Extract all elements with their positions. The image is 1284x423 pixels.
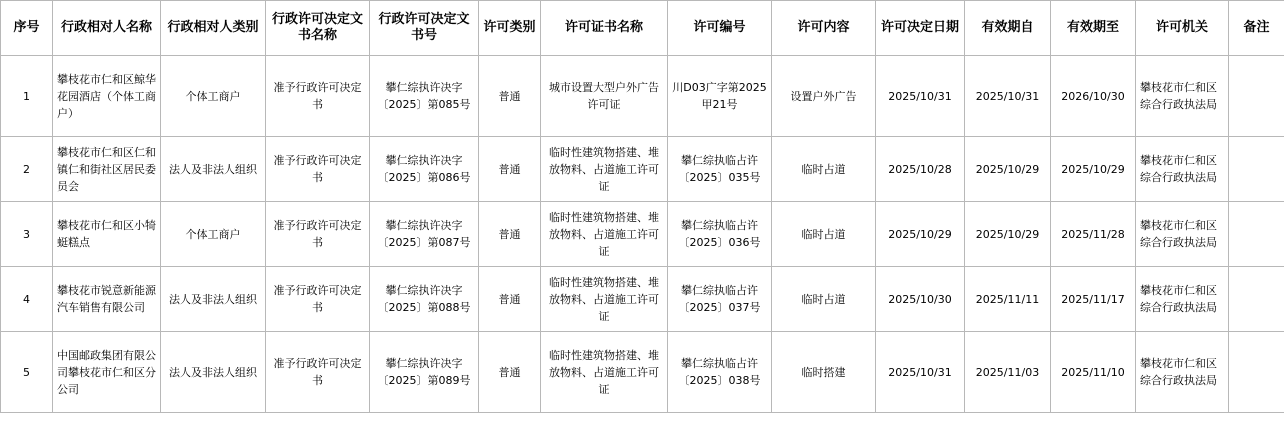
header-content: 许可内容 xyxy=(772,1,876,56)
cell-decision-date: 2025/10/28 xyxy=(876,137,965,202)
cell-doc-no: 攀仁综执许决字〔2025〕第088号 xyxy=(370,267,479,332)
cell-type: 普通 xyxy=(479,137,541,202)
header-permit-no: 许可编号 xyxy=(668,1,772,56)
cell-content: 设置户外广告 xyxy=(772,56,876,137)
cell-doc-name: 准予行政许可决定书 xyxy=(266,137,370,202)
header-name: 行政相对人名称 xyxy=(53,1,161,56)
cell-valid-from: 2025/11/03 xyxy=(965,332,1051,413)
cell-remark xyxy=(1229,56,1284,137)
cell-cert-name: 临时性建筑物搭建、堆放物料、占道施工许可证 xyxy=(541,202,668,267)
cell-valid-from: 2025/10/31 xyxy=(965,56,1051,137)
cell-permit-no: 攀仁综执临占许〔2025〕035号 xyxy=(668,137,772,202)
header-type: 许可类别 xyxy=(479,1,541,56)
cell-decision-date: 2025/10/31 xyxy=(876,332,965,413)
cell-content: 临时占道 xyxy=(772,137,876,202)
cell-authority: 攀枝花市仁和区综合行政执法局 xyxy=(1136,267,1229,332)
cell-doc-no: 攀仁综执许决字〔2025〕第089号 xyxy=(370,332,479,413)
cell-remark xyxy=(1229,202,1284,267)
cell-valid-to: 2026/10/30 xyxy=(1051,56,1136,137)
table-row xyxy=(1,56,1284,137)
header-no: 序号 xyxy=(1,1,53,56)
cell-doc-name: 准予行政许可决定书 xyxy=(266,332,370,413)
cell-remark xyxy=(1229,137,1284,202)
cell-valid-to: 2025/11/28 xyxy=(1051,202,1136,267)
cell-authority: 攀枝花市仁和区综合行政执法局 xyxy=(1136,137,1229,202)
cell-decision-date: 2025/10/29 xyxy=(876,202,965,267)
cell-type: 普通 xyxy=(479,202,541,267)
cell-name: 攀枝花市锐意新能源汽车销售有限公司 xyxy=(53,267,161,332)
cell-category: 个体工商户 xyxy=(161,56,266,137)
cell-category: 法人及非法人组织 xyxy=(161,137,266,202)
cell-permit-no: 攀仁综执临占许〔2025〕036号 xyxy=(668,202,772,267)
header-doc-no: 行政许可决定文书号 xyxy=(370,1,479,56)
cell-type: 普通 xyxy=(479,56,541,137)
header-valid-from: 有效期自 xyxy=(965,1,1051,56)
table-row xyxy=(1,137,1284,202)
cell-content: 临时占道 xyxy=(772,202,876,267)
cell-decision-date: 2025/10/31 xyxy=(876,56,965,137)
cell-cert-name: 城市设置大型户外广告许可证 xyxy=(541,56,668,137)
header-category: 行政相对人类别 xyxy=(161,1,266,56)
header-valid-to: 有效期至 xyxy=(1051,1,1136,56)
header-decision-date: 许可决定日期 xyxy=(876,1,965,56)
header-authority: 许可机关 xyxy=(1136,1,1229,56)
cell-doc-name: 准予行政许可决定书 xyxy=(266,202,370,267)
cell-doc-name: 准予行政许可决定书 xyxy=(266,56,370,137)
cell-remark xyxy=(1229,332,1284,413)
cell-content: 临时搭建 xyxy=(772,332,876,413)
cell-valid-from: 2025/10/29 xyxy=(965,137,1051,202)
cell-name: 攀枝花市仁和区鲸华花园酒店（个体工商户） xyxy=(53,56,161,137)
table-row xyxy=(1,332,1284,413)
cell-valid-to: 2025/11/10 xyxy=(1051,332,1136,413)
cell-content: 临时占道 xyxy=(772,267,876,332)
cell-no: 2 xyxy=(1,137,53,202)
table-row xyxy=(1,267,1284,332)
cell-category: 个体工商户 xyxy=(161,202,266,267)
header-row xyxy=(1,1,1284,56)
cell-permit-no: 攀仁综执临占许〔2025〕037号 xyxy=(668,267,772,332)
cell-name: 中国邮政集团有限公司攀枝花市仁和区分公司 xyxy=(53,332,161,413)
cell-permit-no: 川D03广字第2025甲21号 xyxy=(668,56,772,137)
cell-cert-name: 临时性建筑物搭建、堆放物料、占道施工许可证 xyxy=(541,332,668,413)
cell-type: 普通 xyxy=(479,332,541,413)
cell-no: 5 xyxy=(1,332,53,413)
cell-valid-to: 2025/10/29 xyxy=(1051,137,1136,202)
cell-name: 攀枝花市仁和区仁和镇仁和街社区居民委员会 xyxy=(53,137,161,202)
cell-name: 攀枝花市仁和区小犄蜓糕点 xyxy=(53,202,161,267)
table-row xyxy=(1,202,1284,267)
cell-valid-from: 2025/10/29 xyxy=(965,202,1051,267)
cell-no: 1 xyxy=(1,56,53,137)
cell-authority: 攀枝花市仁和区综合行政执法局 xyxy=(1136,56,1229,137)
cell-doc-no: 攀仁综执许决字〔2025〕第085号 xyxy=(370,56,479,137)
cell-no: 4 xyxy=(1,267,53,332)
cell-permit-no: 攀仁综执临占许〔2025〕038号 xyxy=(668,332,772,413)
cell-no: 3 xyxy=(1,202,53,267)
cell-valid-to: 2025/11/17 xyxy=(1051,267,1136,332)
cell-doc-name: 准予行政许可决定书 xyxy=(266,267,370,332)
cell-authority: 攀枝花市仁和区综合行政执法局 xyxy=(1136,332,1229,413)
cell-doc-no: 攀仁综执许决字〔2025〕第087号 xyxy=(370,202,479,267)
header-doc-name: 行政许可决定文书名称 xyxy=(266,1,370,56)
header-remark: 备注 xyxy=(1229,1,1284,56)
cell-category: 法人及非法人组织 xyxy=(161,267,266,332)
header-cert-name: 许可证书名称 xyxy=(541,1,668,56)
cell-valid-from: 2025/11/11 xyxy=(965,267,1051,332)
cell-doc-no: 攀仁综执许决字〔2025〕第086号 xyxy=(370,137,479,202)
cell-authority: 攀枝花市仁和区综合行政执法局 xyxy=(1136,202,1229,267)
cell-type: 普通 xyxy=(479,267,541,332)
cell-cert-name: 临时性建筑物搭建、堆放物料、占道施工许可证 xyxy=(541,267,668,332)
cell-cert-name: 临时性建筑物搭建、堆放物料、占道施工许可证 xyxy=(541,137,668,202)
cell-remark xyxy=(1229,267,1284,332)
cell-category: 法人及非法人组织 xyxy=(161,332,266,413)
cell-decision-date: 2025/10/30 xyxy=(876,267,965,332)
